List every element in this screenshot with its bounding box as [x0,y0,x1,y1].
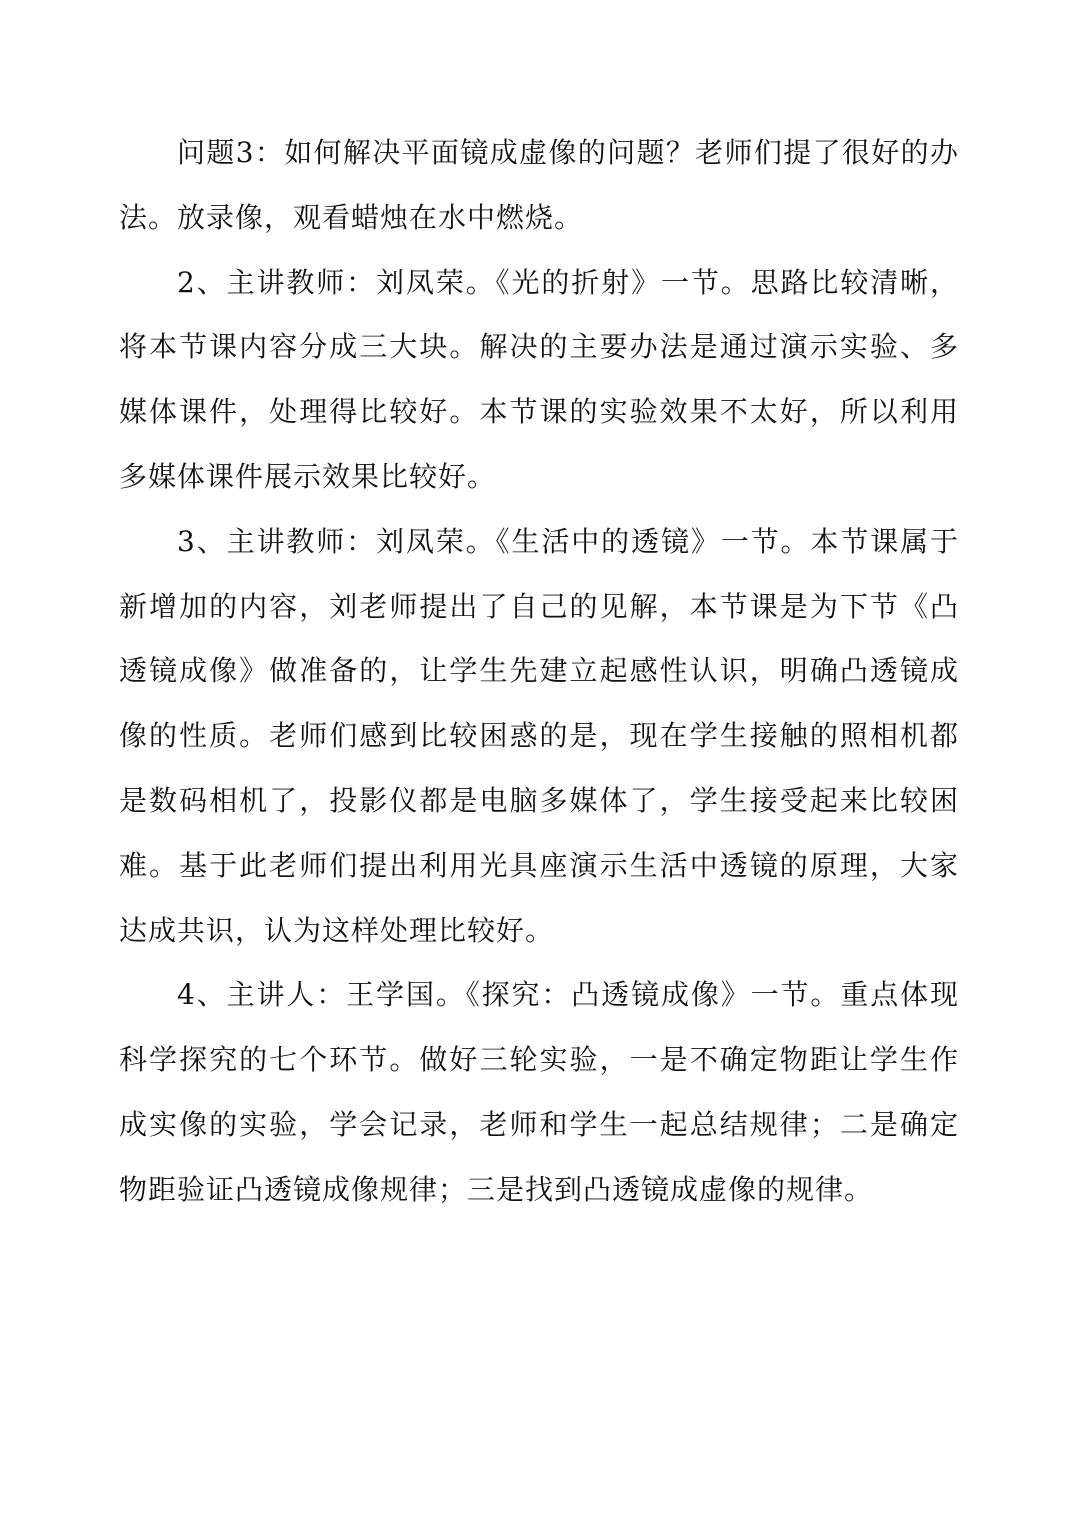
paragraph-item-2: 2、主讲教师：刘凤荣。《光的折射》一节。思路比较清晰，将本节课内容分成三大块。解决的主要办法是通过演示实验、多媒体课件，处理得比较好。本节课的实验效果不太好，所以利用多媒体课件展示效果比较好。 [119,265,959,493]
paragraph-question-3: 问题3：如何解决平面镜成虚像的问题？老师们提了很好的办法。放录像，观看蜡烛在水中燃烧。 [119,136,959,234]
paragraph-item-3: 3、主讲教师：刘凤荣。《生活中的透镜》一节。本节课属于新增加的内容，刘老师提出了自己的见解，本节课是为下节《凸透镜成像》做准备的，让学生先建立起感性认识，明确凸透镜成像的性质。老师们感到比较困惑的是，现在学生接触的照相机都是数码相机了，投影仪都是电脑多媒体了，学生接受起来比较困难。基于此老师们提出利用光具座演示生活中透镜的原理，大家达成共识，认为这样处理比较好。 [119,524,959,947]
paragraph-item-4: 4、主讲人：王学国。《探究：凸透镜成像》一节。重点体现科学探究的七个环节。做好三轮实验，一是不确定物距让学生作成实像的实验，学会记录，老师和学生一起总结规律；二是确定物距验证凸透镜成像规律；三是找到凸透镜成虚像的规律。 [119,978,959,1206]
document-body [119,121,959,1223]
